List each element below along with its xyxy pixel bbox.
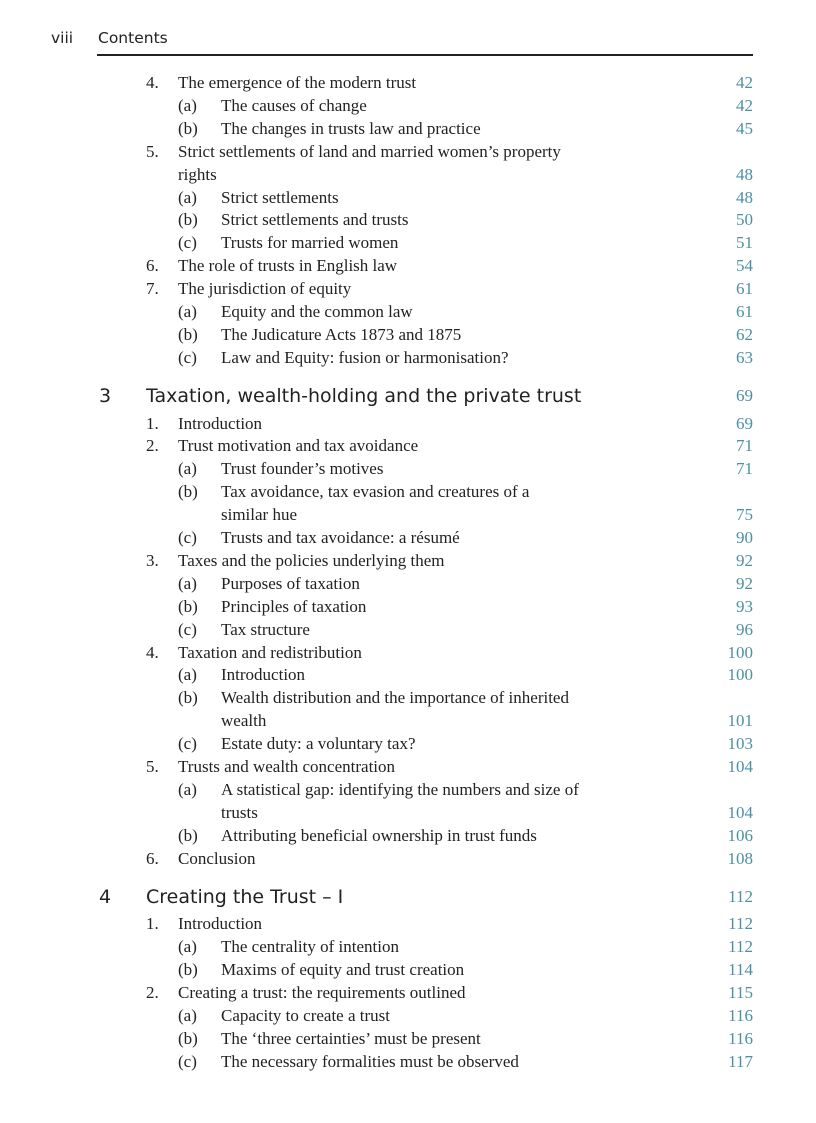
subsection-label: (b) <box>178 325 198 344</box>
subsection-title: Trusts and tax avoidance: a résumé <box>221 528 460 547</box>
subsection-label: (a) <box>178 574 197 593</box>
toc-page-number: 117 <box>728 1052 753 1071</box>
subsection-title: The changes in trusts law and practice <box>221 119 481 138</box>
toc-page-number: 51 <box>736 233 753 252</box>
section-number: 3. <box>146 551 159 570</box>
subsection-label: (b) <box>178 1029 198 1048</box>
toc-page-number: 92 <box>736 574 753 593</box>
title-continuation: similar hue <box>221 505 298 524</box>
section-number: 6. <box>146 849 159 868</box>
toc-page-number: 54 <box>736 256 753 275</box>
subsection-label: (a) <box>178 1006 197 1025</box>
subsection-label: (c) <box>178 1052 197 1071</box>
section-title: The role of trusts in English law <box>178 256 398 275</box>
toc-page-number: 71 <box>736 436 753 455</box>
subsection-label: (c) <box>178 348 197 367</box>
section-title: The emergence of the modern trust <box>178 73 417 92</box>
section-title: Creating a trust: the requirements outlined <box>178 983 466 1002</box>
toc-page-number: 112 <box>728 914 753 933</box>
subsection-label: (c) <box>178 233 197 252</box>
page-number: viii <box>51 29 74 47</box>
subsection-title: Tax avoidance, tax evasion and creatures of a <box>221 482 530 501</box>
section-number: 7. <box>146 279 159 298</box>
subsection-label: (a) <box>178 459 197 478</box>
toc-page-number: 108 <box>727 849 753 868</box>
subsection-label: (c) <box>178 528 197 547</box>
subsection-title: Equity and the common law <box>221 302 413 321</box>
chapter-title: Creating the Trust – I <box>146 886 344 908</box>
toc-page-number: 93 <box>736 597 753 616</box>
subsection-title: Attributing beneficial ownership in trust funds <box>221 826 537 845</box>
subsection-title: The causes of change <box>221 96 367 115</box>
toc-page-number: 106 <box>727 826 753 845</box>
subsection-label: (a) <box>178 188 197 207</box>
title-continuation: rights <box>178 165 217 184</box>
subsection-title: Purposes of taxation <box>221 574 360 593</box>
toc-page-number: 112 <box>728 937 753 956</box>
section-number: 5. <box>146 142 159 161</box>
running-title: Contents <box>98 29 168 47</box>
section-title: Taxes and the policies underlying them <box>178 551 445 570</box>
toc-page-number: 61 <box>736 279 753 298</box>
subsection-label: (a) <box>178 665 197 684</box>
section-number: 4. <box>146 73 159 92</box>
subsection-title: Tax structure <box>221 620 310 639</box>
subsection-title: Trusts for married women <box>221 233 399 252</box>
subsection-label: (b) <box>178 119 198 138</box>
subsection-label: (a) <box>178 302 197 321</box>
subsection-title: The Judicature Acts 1873 and 1875 <box>221 325 462 344</box>
subsection-title: Principles of taxation <box>221 597 367 616</box>
toc-page-number: 63 <box>736 348 753 367</box>
toc-page-number: 112 <box>728 887 753 906</box>
subsection-title: The necessary formalities must be observed <box>221 1052 519 1071</box>
section-number: 1. <box>146 914 159 933</box>
section-number: 5. <box>146 757 159 776</box>
toc-page-number: 61 <box>736 302 753 321</box>
subsection-title: Capacity to create a trust <box>221 1006 390 1025</box>
toc-page-number: 101 <box>727 711 753 730</box>
toc-page-number: 104 <box>727 757 753 776</box>
title-continuation: trusts <box>221 803 258 822</box>
subsection-title: Strict settlements and trusts <box>221 210 409 229</box>
toc-page-number: 115 <box>728 983 753 1002</box>
subsection-label: (a) <box>178 780 197 799</box>
subsection-title: Strict settlements <box>221 188 339 207</box>
section-title: Introduction <box>178 414 263 433</box>
subsection-label: (c) <box>178 620 197 639</box>
section-title: Trusts and wealth concentration <box>178 757 396 776</box>
chapter-number: 4 <box>99 886 112 908</box>
section-title: Introduction <box>178 914 263 933</box>
toc-page-number: 48 <box>736 165 753 184</box>
subsection-label: (c) <box>178 734 197 753</box>
section-title: Strict settlements of land and married women’s property <box>178 142 561 161</box>
subsection-title: Wealth distribution and the importance of inherited <box>221 688 569 707</box>
title-continuation: wealth <box>221 711 267 730</box>
toc-page-number: 104 <box>727 803 753 822</box>
subsection-label: (a) <box>178 96 197 115</box>
subsection-label: (b) <box>178 210 198 229</box>
subsection-title: Estate duty: a voluntary tax? <box>221 734 416 753</box>
toc-page-number: 71 <box>736 459 753 478</box>
section-number: 2. <box>146 983 159 1002</box>
toc-page-number: 100 <box>727 665 753 684</box>
toc-page-number: 42 <box>736 73 753 92</box>
toc-page-number: 116 <box>728 1029 753 1048</box>
toc-page-number: 116 <box>728 1006 753 1025</box>
chapter-title: Taxation, wealth-holding and the private trust <box>146 385 582 407</box>
subsection-title: A statistical gap: identifying the numbers and size of <box>221 780 579 799</box>
subsection-title: Trust founder’s motives <box>221 459 384 478</box>
section-title: Trust motivation and tax avoidance <box>178 436 419 455</box>
subsection-label: (a) <box>178 937 197 956</box>
toc-page-number: 96 <box>736 620 753 639</box>
subsection-title: The ‘three certainties’ must be present <box>221 1029 481 1048</box>
toc-page-number: 62 <box>736 325 753 344</box>
toc-page-number: 42 <box>736 96 753 115</box>
section-number: 2. <box>146 436 159 455</box>
toc-page-number: 48 <box>736 188 753 207</box>
subsection-title: Introduction <box>221 665 306 684</box>
section-number: 1. <box>146 414 159 433</box>
section-title: Taxation and redistribution <box>178 643 362 662</box>
toc-page-number: 69 <box>736 414 753 433</box>
toc-page-number: 69 <box>736 386 753 405</box>
toc-page-number: 103 <box>727 734 753 753</box>
subsection-label: (b) <box>178 482 198 501</box>
toc-page-number: 92 <box>736 551 753 570</box>
toc-page-number: 50 <box>736 210 753 229</box>
subsection-label: (b) <box>178 597 198 616</box>
subsection-title: Maxims of equity and trust creation <box>221 960 465 979</box>
chapter-number: 3 <box>99 385 112 407</box>
section-title: The jurisdiction of equity <box>178 279 352 298</box>
subsection-label: (b) <box>178 688 198 707</box>
section-number: 4. <box>146 643 159 662</box>
section-number: 6. <box>146 256 159 275</box>
toc-page-number: 100 <box>727 643 753 662</box>
toc-page-number: 90 <box>736 528 753 547</box>
toc-page-number: 45 <box>736 119 753 138</box>
subsection-label: (b) <box>178 826 198 845</box>
subsection-title: The centrality of intention <box>221 937 399 956</box>
subsection-title: Law and Equity: fusion or harmonisation? <box>221 348 509 367</box>
subsection-label: (b) <box>178 960 198 979</box>
section-title: Conclusion <box>178 849 256 868</box>
toc-page-number: 75 <box>736 505 753 524</box>
toc-page-number: 114 <box>728 960 753 979</box>
